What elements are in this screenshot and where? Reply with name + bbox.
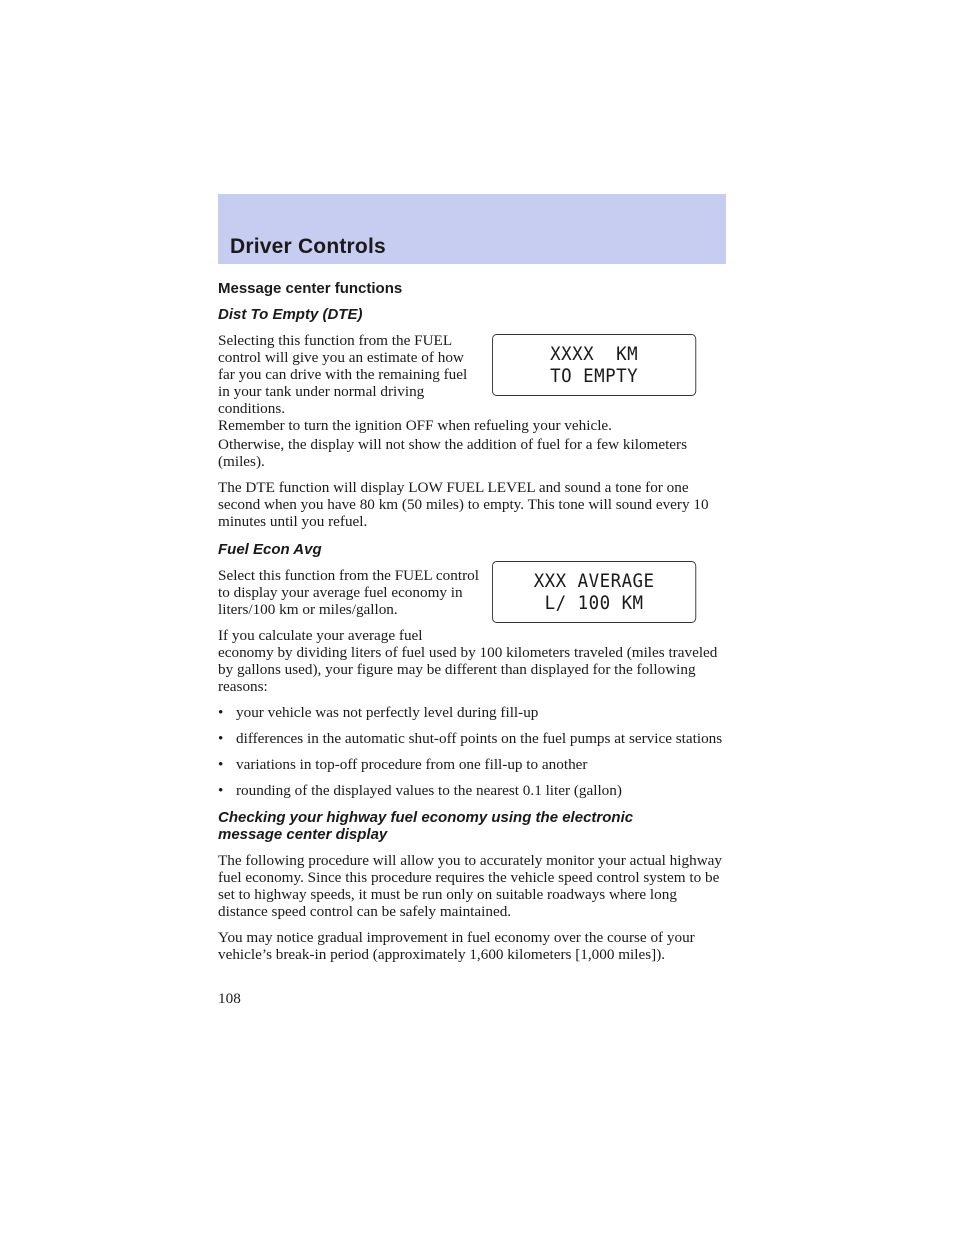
bullet-icon: • [218,756,224,773]
bullet-icon: • [218,704,224,721]
section-title: Driver Controls [230,235,386,258]
page-number: 108 [218,990,241,1007]
dte-heading: Dist To Empty (DTE) [218,306,363,323]
section-heading: Message center functions [218,280,403,297]
highway-procedure-paragraph: The following procedure will allow you to accurately monitor your actual highway fuel economy. Since this procedure requires the vehicle speed control system to be set to highway speeds, it must be run only on suitable roadways where long distance speed control can be safely maintained. [218,852,722,920]
fuel-econ-intro: Select this function from the FUEL control to display your average fuel economy in liters/100 km or miles/gallon. [218,567,479,618]
bullet-icon: • [218,730,224,747]
display-line-1: XXX AVERAGE [533,570,655,592]
fuel-econ-display-illustration [492,561,696,623]
dte-low-fuel-paragraph: The DTE function will display LOW FUEL LEVEL and sound a tone for one second when you have 80 km (50 miles) to empty. This tone will sound every 10 minutes until you refuel. [218,479,709,530]
list-item-text: differences in the automatic shut-off points on the fuel pumps at service stations [236,730,723,747]
fuel-econ-heading: Fuel Econ Avg [218,541,322,558]
bullet-icon: • [218,782,224,799]
list-item-text: your vehicle was not perfectly level during fill-up [236,704,539,721]
display-line-2: L/ 100 KM [544,592,644,614]
dte-display-illustration [492,334,696,396]
display-line-2: TO EMPTY [550,365,639,387]
list-item [218,704,726,721]
list-item [218,730,726,747]
list-item [218,756,726,773]
list-item-text: variations in top-off procedure from one fill-up to another [236,756,588,773]
fuel-econ-calc-line1: If you calculate your average fuel [218,627,423,644]
display-line-1: XXXX KM [550,343,639,365]
highway-break-in-paragraph: You may notice gradual improvement in fuel economy over the course of your vehicle’s break-in period (approximately 1,600 kilometers [1,000 miles]). [218,929,695,963]
highway-heading: Checking your highway fuel economy using the electronic message center display [218,809,634,843]
list-item [218,782,726,799]
list-item-text: rounding of the displayed values to the nearest 0.1 liter (gallon) [236,782,622,799]
fuel-econ-calc-rest: economy by dividing liters of fuel used by 100 kilometers traveled (miles traveled by gallons used), your figure may be different than displayed for the following reasons: [218,644,718,695]
dte-refuel-note-line1: Remember to turn the ignition OFF when refueling your vehicle. [218,417,612,434]
section-header-band [218,194,726,264]
fuel-econ-reasons-list [218,704,726,799]
dte-refuel-note-rest: Otherwise, the display will not show the addition of fuel for a few kilometers (miles). [218,436,688,470]
dte-intro: Selecting this function from the FUEL control will give you an estimate of how far you can drive with the remaining fuel in your tank under normal driving conditions. [218,332,468,417]
